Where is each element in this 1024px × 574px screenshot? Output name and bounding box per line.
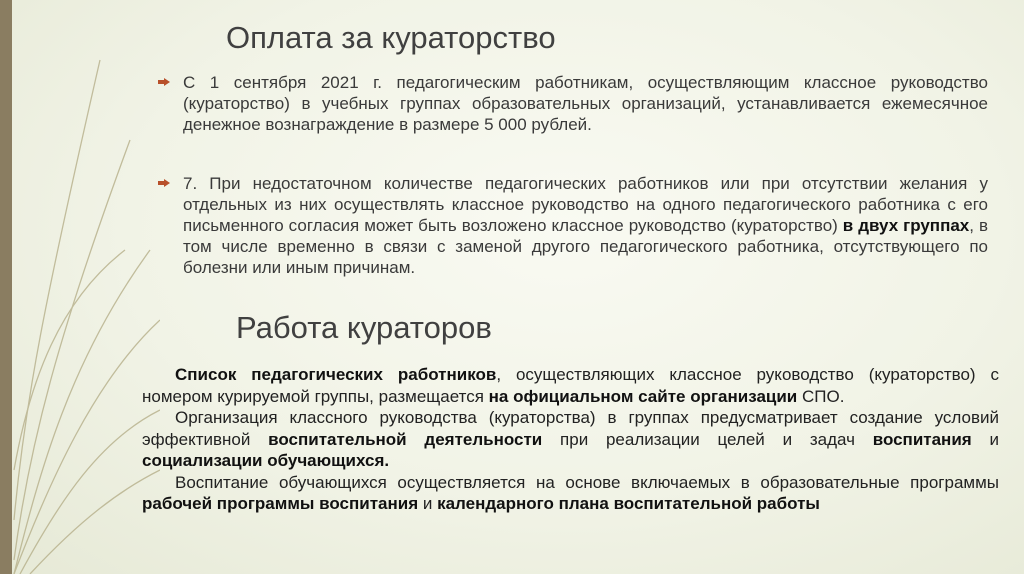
paragraph: Организация классного руководства (кураторства) в группах предусматривает создание условий эффективной воспитательной деятельности при реализации целей и задач воспитания и социализации обучающихся. (142, 408, 999, 470)
bullet-text: 7. При недостаточном количестве педагогических работников или при отсутствии желания у отдельных из них осуществлять классное руководство на одного педагогического работника с его письменного согласия может быть возложено классное руководство (кураторство) в двух группах, в том числе временно в связи с заменой другого педагогического работника, отсутствующего по болезни или иным причинам. (183, 174, 988, 277)
arrow-bullet-icon (158, 179, 170, 187)
bullet-item (158, 72, 988, 135)
page-title: Оплата за кураторство (226, 20, 556, 55)
bullet-item (158, 173, 988, 278)
bullet-text: С 1 сентября 2021 г. педагогическим работникам, осуществляющим классное руководство (кураторство) в учебных группах образовательных организаций, устанавливается ежемесячное денежное вознаграждение в размере 5 000 рублей. (183, 73, 988, 134)
section-body (142, 364, 999, 515)
arrow-bullet-icon (158, 78, 170, 86)
paragraph: Список педагогических работников, осуществляющих классное руководство (кураторство) с номером курируемой группы, размещается на официальном сайте организации СПО. (142, 365, 999, 406)
section-title: Работа кураторов (236, 310, 492, 345)
decorative-swirls (0, 0, 160, 574)
paragraph: Воспитание обучающихся осуществляется на основе включаемых в образовательные программы рабочей программы воспитания и календарного плана воспитательной работы (142, 472, 999, 513)
